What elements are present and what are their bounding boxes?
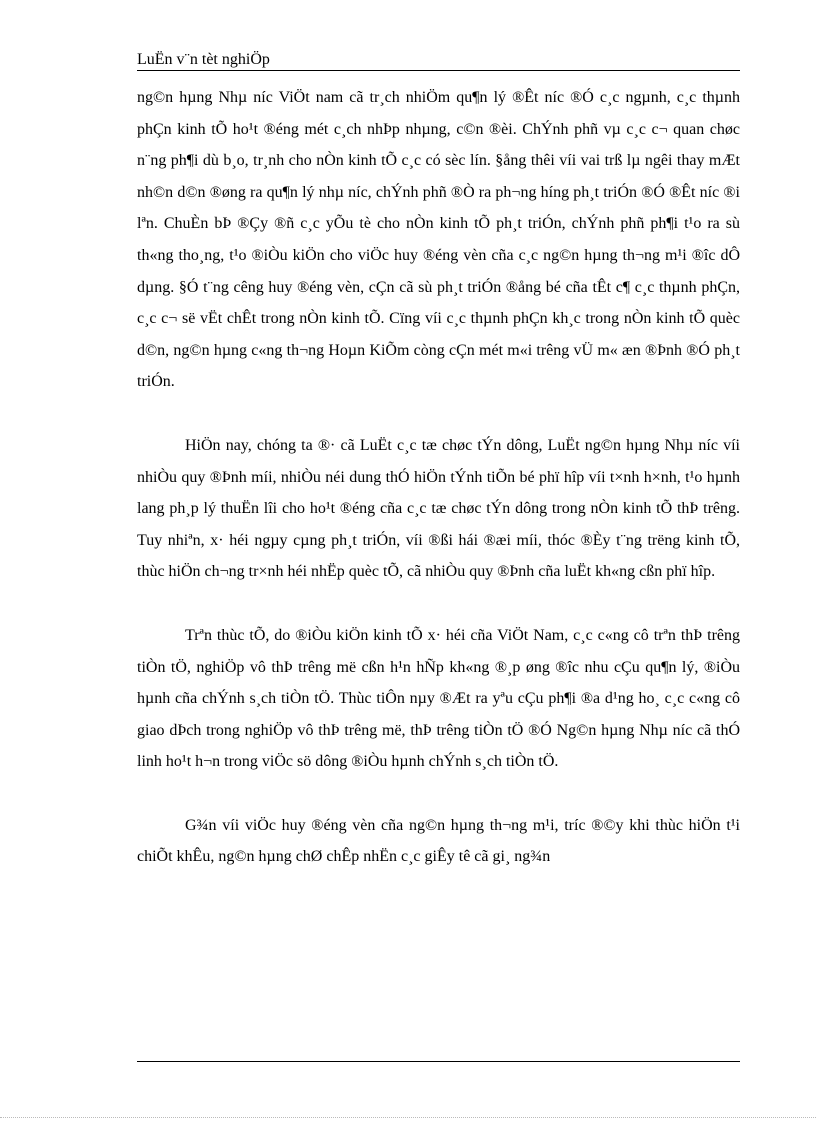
paragraph-4: G¾n víi viÖc huy ®éng vèn cña ng©n hµng th¬ng m¹i, tríc ®©y khi thùc hiÖn t¹i chiÕt khÊu, ng©n hµng chØ chÊp nhËn c¸c giÊy tê cã gi¸ ng¾n — [137, 816, 740, 866]
page-edge-dotted-line — [0, 1117, 816, 1118]
header-divider — [137, 70, 740, 71]
paragraph-2: HiÖn nay, chóng ta ®· cã LuËt c¸c tæ chøc tÝn dông, LuËt ng©n hµng Nhµ níc víi nhiÒu quy ®Þnh míi, nhiÒu néi dung thÓ hiÖn tÝnh tiÕn bé phï hîp víi t×nh h×nh, t¹o hµnh lang ph¸p lý thuËn lîi cho ho¹t ®éng cña c¸c tæ chøc tÝn dông trong nÒn kinh tÕ thÞ trêng. Tuy nhiªn, x· héi ngµy cµng ph¸t triÓn, víi ®ßi hái ®æi míi, thóc ®Èy t¨ng trëng kinh tÕ, thùc hiÖn ch¬ng tr×nh héi nhËp quèc tÕ, cã nhiÒu quy ®Þnh cña luËt kh«ng cßn phï hîp. — [137, 436, 740, 581]
running-header: LuËn v¨n tèt nghiÖp — [137, 51, 270, 68]
footer-divider — [137, 1061, 740, 1062]
paragraph-1: ng©n hµng Nhµ níc ViÖt nam cã tr¸ch nhiÖm qu¶n lý ®Êt níc ®Ó c¸c ngµnh, c¸c thµnh phÇn kinh tÕ ho¹t ®éng mét c¸ch nhÞp nhµng, c©n ®èi. ChÝnh phñ vµ c¸c c¬ quan chøc n¨ng ph¶i dù b¸o, tr¸nh cho nÒn kinh tÕ c¸c có sèc lín. §ång thêi víi vai trß lµ ngêi thay mÆt nh©n d©n ®øng ra qu¶n lý nhµ níc, chÝnh phñ ®Ò ra ph¬ng híng ph¸t triÓn ®Ó ®Êt níc ®i lªn. ChuÈn bÞ ®Çy ®ñ c¸c yÕu tè cho nÒn kinh tÕ ph¸t triÓn, chÝnh phñ ph¶i t¹o ra sù th«ng tho¸ng, t¹o ®iÒu kiÖn cho viÖc huy ®éng vèn cña c¸c ng©n hµng th¬ng m¹i ®îc dÔ dµng. §Ó t¨ng cêng huy ®éng vèn, cÇn cã sù ph¸t triÓn ®ång bé cña tÊt c¶ c¸c thµnh phÇn, c¸c c¬ së vËt chÊt trong nÒn kinh tÕ. Cïng víi c¸c thµnh phÇn kh¸c trong nÒn kinh tÕ quèc d©n, ng©n hµng c«ng th¬ng Hoµn KiÕm còng cÇn mét m«i trêng vÜ m« æn ®Þnh ®Ó ph¸t triÓn. — [137, 89, 740, 391]
paragraph-3: Trªn thùc tÕ, do ®iÒu kiÖn kinh tÕ x· héi cña ViÖt Nam, c¸c c«ng cô trªn thÞ trêng tiÒn tÖ, nghiÖp vô thÞ trêng më cßn h¹n hÑp kh«ng ®¸p øng ®îc nhu cÇu qu¶n lý, ®iÒu hµnh cña chÝnh s¸ch tiÒn tÖ. Thùc tiÔn nµy ®Æt ra yªu cÇu ph¶i ®a d¹ng ho¸ c¸c c«ng cô giao dÞch trong nghiÖp vô thÞ trêng më, thÞ trêng tiÒn tÖ ®Ó Ng©n hµng Nhµ níc cã thÓ linh ho¹t h¬n trong viÖc sö dông ®iÒu hµnh chÝnh s¸ch tiÒn tÖ. — [137, 626, 740, 771]
body-text — [137, 82, 740, 905]
